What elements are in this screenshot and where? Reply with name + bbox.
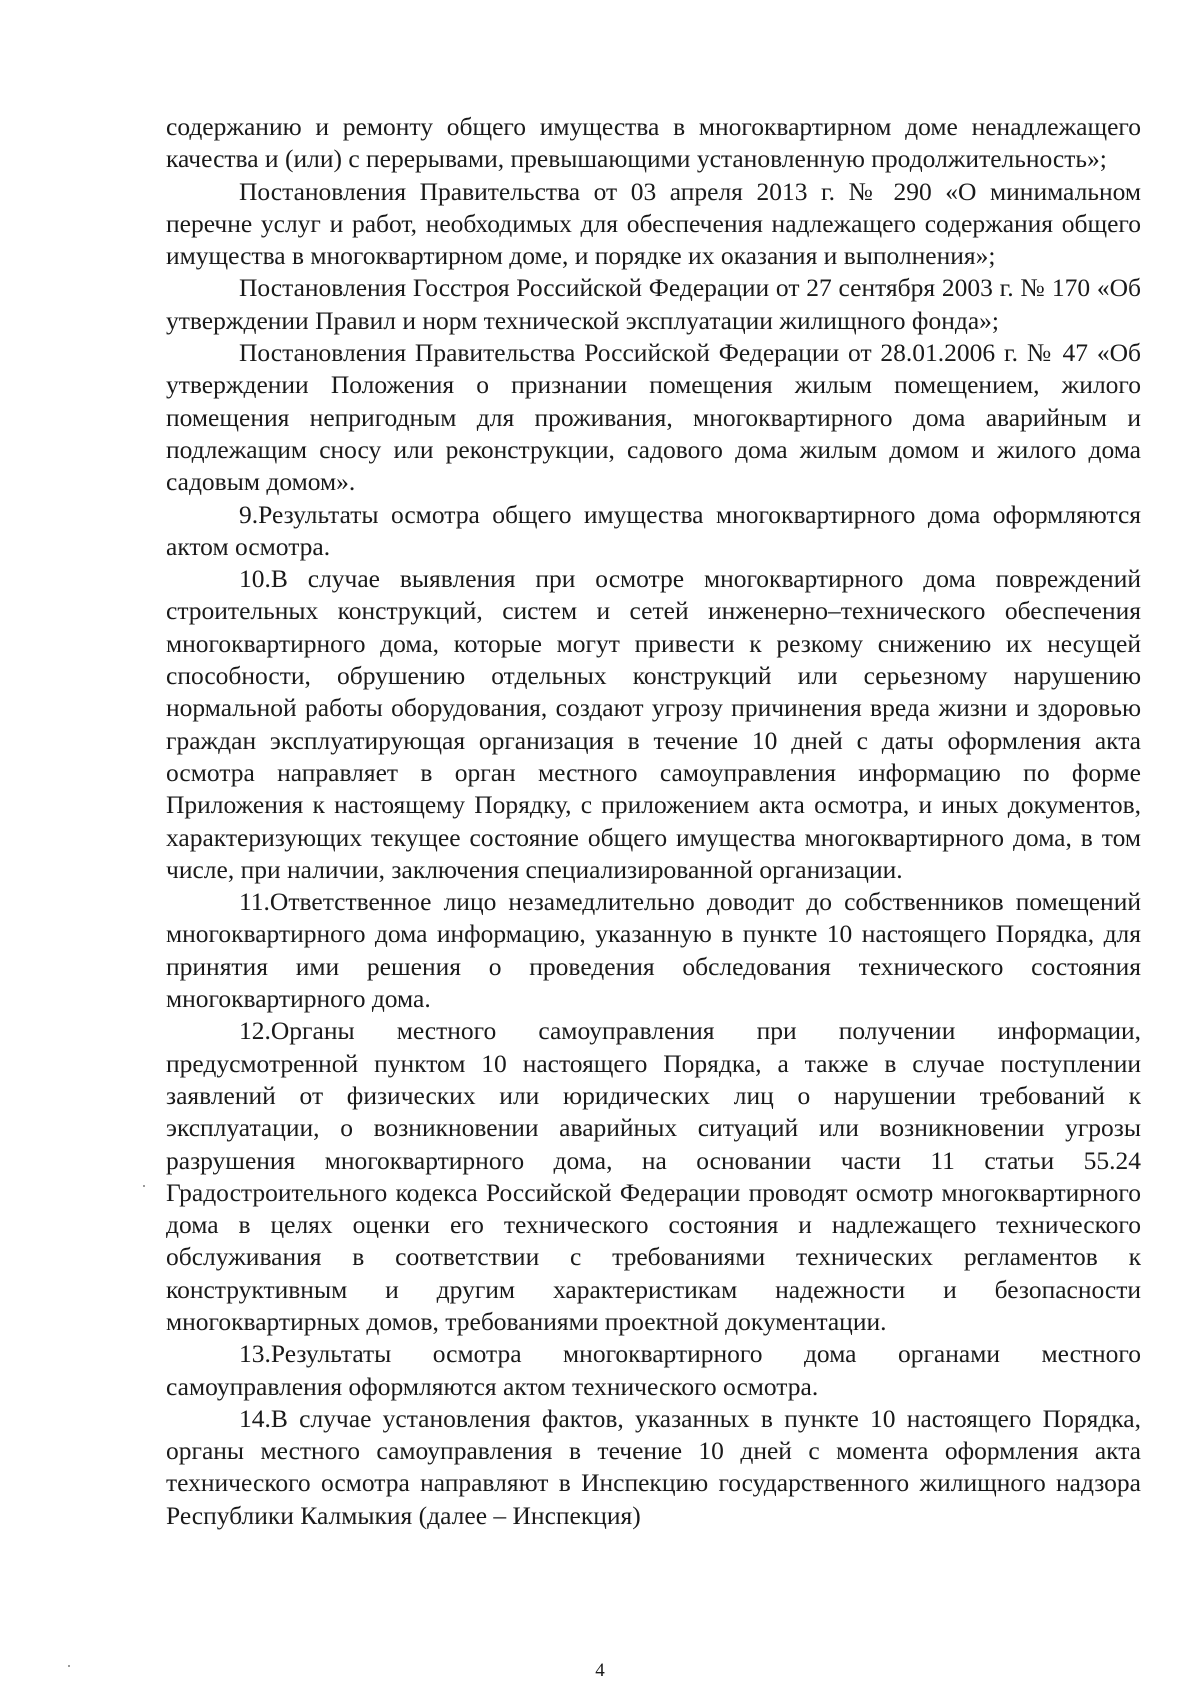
paragraph-item-11: 11.Ответственное лицо незамедлительно доводит до собственников помещений многоквартирного дома информацию, указанную в пункте 10 настоящего Порядка, для принятия ими решения о проведения обследования технического состояния многоквартирного дома. bbox=[166, 887, 1141, 1014]
document-body bbox=[166, 111, 1141, 1532]
paragraph-item-14: 14.В случае установления фактов, указанных в пункте 10 настоящего Порядка, органы местного самоуправления в течение 10 дней с момента оформления акта технического осмотра направляют в Инспекцию государственного жилищного надзора Республики Калмыкия (далее – Инспекция) bbox=[166, 1403, 1141, 1530]
scan-artifact-mark bbox=[143, 1185, 145, 1187]
scan-artifact-mark bbox=[68, 1665, 70, 1667]
paragraph-item-13: 13.Результаты осмотра многоквартирного дома органами местного самоуправления оформляются актом технического осмотра. bbox=[166, 1339, 1141, 1401]
paragraph-continuation: содержанию и ремонту общего имущества в многоквартирном доме ненадлежащего качества и (или) с перерывами, превышающими установленную продолжительность»; bbox=[166, 112, 1141, 174]
page-number: 4 bbox=[595, 1660, 605, 1681]
paragraph-item-12: 12.Органы местного самоуправления при получении информации, предусмотренной пунктом 10 настоящего Порядка, а также в случае поступлении заявлений от физических или юридических лиц о нарушении требований к эксплуатации, о возникновении аварийных ситуаций или возникновении угрозы разрушения многоквартирного дома, на основании части 11 статьи 55.24 Градостроительного кодекса Российской Федерации проводят осмотр многоквартирного дома в целях оценки его технического состояния и надлежащего технического обслуживания в соответствии с требованиями технических регламентов к конструктивным и другим характеристикам надежности и безопасности многоквартирных домов, требованиями проектной документации. bbox=[166, 1016, 1141, 1336]
paragraph-item-10: 10.В случае выявления при осмотре многоквартирного дома повреждений строительных конструкций, систем и сетей инженерно–технического обеспечения многоквартирного дома, которые могут привести к резкому снижению их несущей способности, обрушению отдельных конструкций или серьезному нарушению нормальной работы оборудования, создают угрозу причинения вреда жизни и здоровью граждан эксплуатирующая организация в течение 10 дней с даты оформления акта осмотра направляет в орган местного самоуправления информацию по форме Приложения к настоящему Порядку, с приложением акта осмотра, и иных документов, характеризующих текущее состояние общего имущества многоквартирного дома, в том числе, при наличии, заключения специализированной организации. bbox=[166, 564, 1141, 884]
paragraph-item-9: 9.Результаты осмотра общего имущества многоквартирного дома оформляются актом осмотра. bbox=[166, 499, 1141, 561]
paragraph-resolution-170: Постановления Госстроя Российской Федерации от 27 сентября 2003 г. № 170 «Об утверждении Правил и норм технической эксплуатации жилищного фонда»; bbox=[166, 273, 1141, 335]
paragraph-resolution-47: Постановления Правительства Российской Федерации от 28.01.2006 г. № 47 «Об утверждении Положения о признании помещения жилым помещением, жилого помещения непригодным для проживания, многоквартирного дома аварийным и подлежащим сносу или реконструкции, садового дома жилым домом и жилого дома садовым домом». bbox=[166, 338, 1141, 497]
paragraph-resolution-290: Постановления Правительства от 03 апреля 2013 г. № 290 «О минимальном перечне услуг и работ, необходимых для обеспечения надлежащего содержания общего имущества в многоквартирном доме, и порядке их оказания и выполнения»; bbox=[166, 176, 1141, 271]
